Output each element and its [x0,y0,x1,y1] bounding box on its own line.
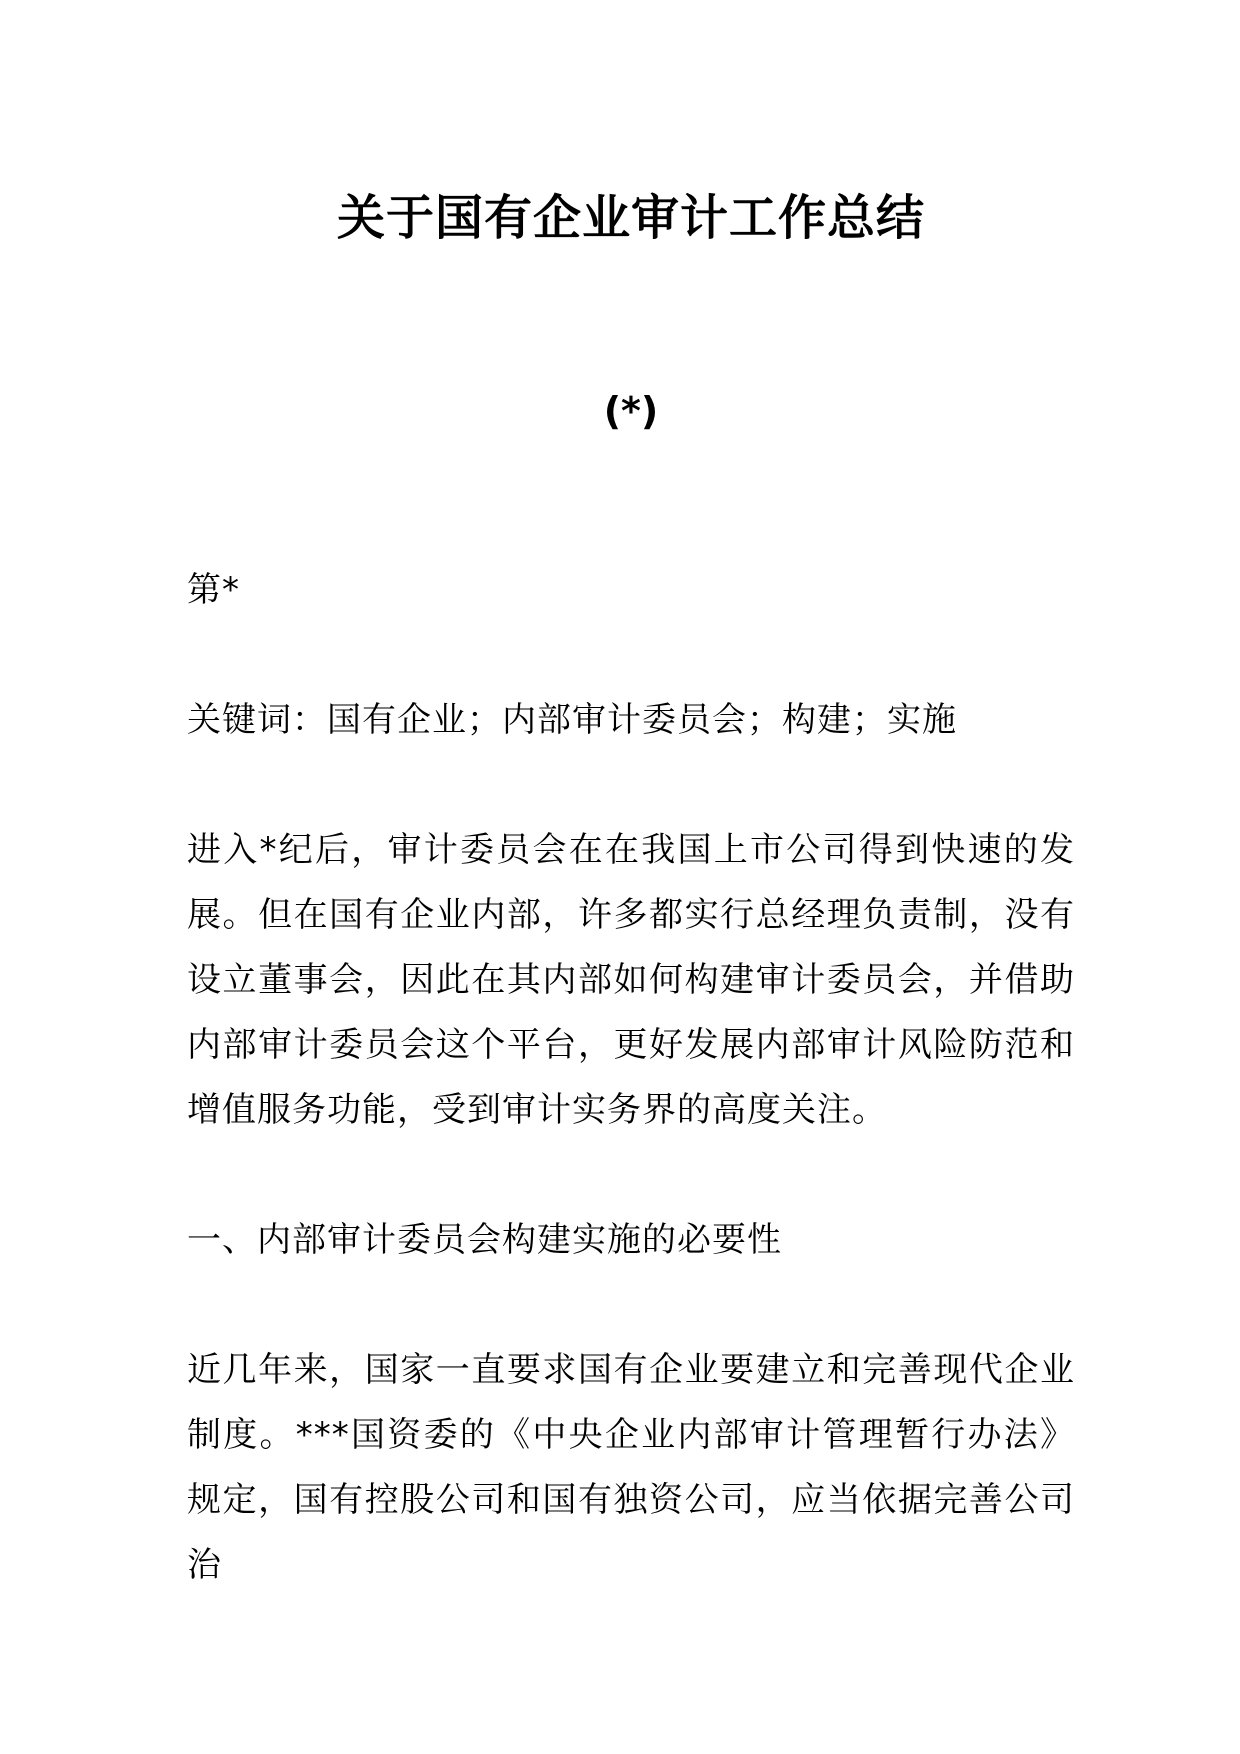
intro-paragraph: 进入*纪后，审计委员会在在我国上市公司得到快速的发展。但在国有企业内部，许多都实行总经理负责制，没有设立董事会，因此在其内部如何构建审计委员会，并借助内部审计委员会这个平台，更好发展内部审计风险防范和增值服务功能，受到审计实务界的高度关注。 [187,830,1075,1130]
section-heading: 一、内部审计委员会构建实施的必要性 [187,1220,782,1260]
author-line: 第* [187,570,240,610]
document-title: 关于国有企业审计工作总结 [336,190,925,246]
keywords-line: 关键词：国有企业；内部审计委员会；构建；实施 [187,700,957,740]
subtitle-marker: (*) [603,389,659,433]
section-paragraph: 近几年来，国家一直要求国有企业要建立和完善现代企业制度。***国资委的《中央企业内部审计管理暂行办法》规定，国有控股公司和国有独资公司，应当依据完善公司治 [187,1350,1075,1585]
